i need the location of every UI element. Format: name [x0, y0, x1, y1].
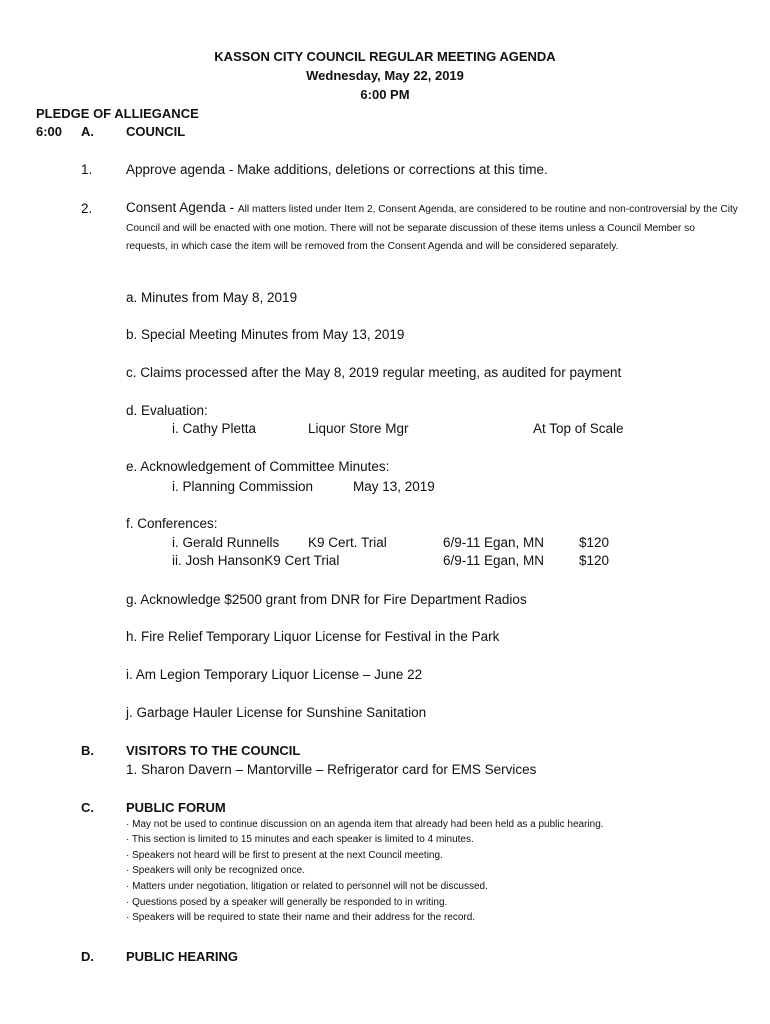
- consent-agenda-body: All matters listed under Item 2, Consent Agenda, are considered to be routine and non-controversial by the City Council and will be enacted with one motion. There will not be separate discussion of these items unless a Council Member so requests, in which case the item will be removed from the Consent Agenda and will be considered separately.: [126, 204, 738, 252]
- conference-row-2-cost: $120: [579, 553, 610, 568]
- evaluation-role: Liquor Store Mgr: [308, 421, 409, 436]
- conference-row-1-dates: 6/9-11 Egan, MN: [443, 535, 545, 550]
- forum-rule: · Speakers will be required to state their name and their address for the record.: [126, 912, 476, 923]
- consent-item-j: j. Garbage Hauler License for Sunshine Sanitation: [126, 705, 427, 720]
- consent-item-h: h. Fire Relief Temporary Liquor License for Festival in the Park: [126, 629, 500, 644]
- item-1-number: 1.: [81, 162, 93, 177]
- consent-item-g: g. Acknowledge $2500 grant from DNR for Fire Department Radios: [126, 592, 527, 607]
- section-c-letter: C.: [81, 800, 94, 815]
- section-d-letter: D.: [81, 949, 94, 964]
- meeting-time: 6:00 PM: [360, 87, 410, 102]
- pledge-heading: PLEDGE OF ALLIEGANCE: [36, 106, 199, 121]
- conference-row-1-cost: $120: [579, 535, 610, 550]
- section-a-time: 6:00: [36, 124, 63, 139]
- section-a-title: COUNCIL: [126, 124, 186, 139]
- consent-item-i: i. Am Legion Temporary Liquor License – June 22: [126, 667, 423, 682]
- forum-rule: · Speakers not heard will be first to present at the next Council meeting.: [126, 850, 443, 861]
- consent-agenda-lead: Consent Agenda -: [126, 200, 235, 215]
- section-c-title: PUBLIC FORUM: [126, 800, 226, 815]
- forum-rule: · Matters under negotiation, litigation or related to personnel will not be discussed.: [126, 881, 488, 892]
- item-2-text: [126, 200, 738, 256]
- section-a-letter: A.: [81, 124, 94, 139]
- forum-rule: · This section is limited to 15 minutes and each speaker is limited to 4 minutes.: [126, 834, 474, 845]
- consent-item-e: e. Acknowledgement of Committee Minutes:: [126, 459, 390, 474]
- conference-row-2-name: ii. Josh HansonK9 Cert Trial: [172, 553, 340, 568]
- visitor-item-1: 1. Sharon Davern – Mantorville – Refrigerator card for EMS Services: [126, 762, 537, 777]
- evaluation-name: i. Cathy Pletta: [172, 421, 257, 436]
- consent-item-a: a. Minutes from May 8, 2019: [126, 290, 298, 305]
- conference-row-1-event: K9 Cert. Trial: [308, 535, 387, 550]
- forum-rule: · Speakers will only be recognized once.: [126, 865, 305, 876]
- forum-rule: · Questions posed by a speaker will generally be responded to in writing.: [126, 897, 448, 908]
- conference-row-1-name: i. Gerald Runnells: [172, 535, 280, 550]
- consent-item-d: d. Evaluation:: [126, 403, 208, 418]
- section-d-title: PUBLIC HEARING: [126, 949, 238, 964]
- meeting-date: Wednesday, May 22, 2019: [306, 68, 464, 83]
- section-b-letter: B.: [81, 743, 94, 758]
- section-b-title: VISITORS TO THE COUNCIL: [126, 743, 301, 758]
- consent-item-b: b. Special Meeting Minutes from May 13, 2019: [126, 327, 405, 342]
- committee-name: i. Planning Commission: [172, 479, 314, 494]
- item-1-text: Approve agenda - Make additions, deletions or corrections at this time.: [126, 162, 548, 177]
- committee-date: May 13, 2019: [353, 479, 435, 494]
- item-2-number: 2.: [81, 201, 93, 216]
- agenda-title: KASSON CITY COUNCIL REGULAR MEETING AGENDA: [214, 49, 556, 64]
- consent-item-f: f. Conferences:: [126, 516, 218, 531]
- conference-row-2-dates: 6/9-11 Egan, MN: [443, 553, 545, 568]
- forum-rule: · May not be used to continue discussion on an agenda item that already had been held as a public hearing.: [126, 819, 604, 830]
- consent-item-c: c. Claims processed after the May 8, 2019 regular meeting, as audited for payment: [126, 365, 622, 380]
- evaluation-note: At Top of Scale: [533, 421, 624, 436]
